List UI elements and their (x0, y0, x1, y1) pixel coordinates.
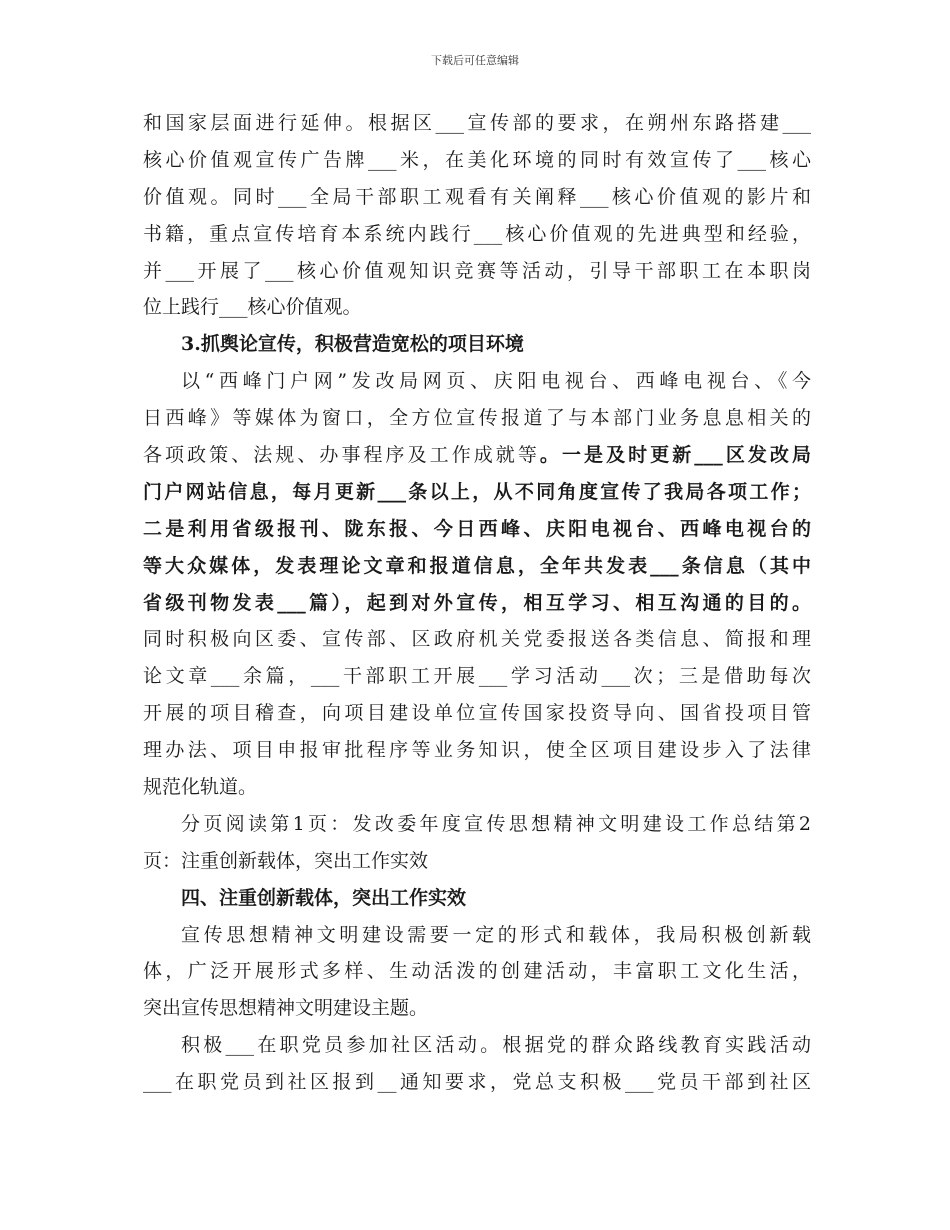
text-line: 理办法、项目申报审批程序等业务知识，使全区项目建设步入了法律 (143, 739, 811, 762)
text-line: 并___开展了___核心价值观知识竞赛等活动，引导干部职工在本职岗 (143, 259, 811, 282)
text-line: 价值观。同时___全局干部职工观看有关阐释___核心价值观的影片和 (143, 185, 811, 208)
text-line: 开展的项目稽查，向项目建设单位宣传国家投资导向、国省投项目管 (143, 702, 811, 725)
text-line: 四、注重创新载体，突出工作实效 (181, 886, 467, 909)
text-line: 分页阅读第1页：发改委年度宣传思想精神文明建设工作总结第2 (181, 812, 811, 835)
text-line: 门户网站信息，每月更新___条以上，从不同角度宣传了我局各项工作； (143, 480, 811, 503)
text-line: 二是利用省级报刊、陇东报、今日西峰、庆阳电视台、西峰电视台的 (143, 517, 811, 540)
document-body (143, 105, 811, 1101)
text-line: 体，广泛开展形式多样、生动活泼的创建活动，丰富职工文化生活， (143, 960, 811, 983)
text-line: 核心价值观宣传广告牌___米，在美化环境的同时有效宣传了___核心 (143, 148, 811, 171)
text-line: 位上践行___核心价值观。 (143, 296, 362, 319)
text-line: ___在职党员到社区报到__通知要求，党总支积极___党员干部到社区 (143, 1071, 811, 1094)
text-line: 积极___在职党员参加社区活动。根据党的群众路线教育实践活动 (181, 1034, 811, 1057)
page-header: 下载后可任意编辑 (431, 54, 519, 67)
bold-text-segment: 。一是及时更新___区发改局 (539, 444, 811, 467)
text-line: 突出宣传思想精神文明建设主题。 (143, 997, 429, 1020)
text-line: 以“西峰门户网”发改局网页、庆阳电视台、西峰电视台、《今 (181, 370, 811, 393)
text-line: 日西峰》等媒体为窗口，全方位宣传报道了与本部门业务息息相关的 (143, 407, 811, 430)
text-line: 页：注重创新载体，突出工作实效 (143, 849, 429, 872)
text-line: 省级刊物发表___篇），起到对外宣传，相互学习、相互沟通的目的。 (143, 591, 811, 614)
text-line: 同时积极向区委、宣传部、区政府机关党委报送各类信息、简报和理 (143, 628, 811, 651)
text-line: 书籍，重点宣传培育本系统内践行___核心价值观的先进典型和经验， (143, 222, 811, 245)
text-line (143, 437, 811, 474)
text-line: 和国家层面进行延伸。根据区___宣传部的要求，在朔州东路搭建___ (143, 112, 811, 134)
text-line: 规范化轨道。 (143, 776, 258, 799)
text-segment: 各项政策、法规、办事程序及工作成就等 (143, 444, 540, 467)
text-line: 论文章___余篇，___干部职工开展___学习活动___次；三是借助每次 (143, 665, 811, 688)
text-line: 3.抓舆论宣传，积极营造宽松的项目环境 (181, 333, 524, 356)
text-line: 等大众媒体，发表理论文章和报道信息，全年共发表___条信息（其中 (143, 554, 811, 577)
text-line: 宣传思想精神文明建设需要一定的形式和载体，我局积极创新载 (181, 923, 811, 946)
